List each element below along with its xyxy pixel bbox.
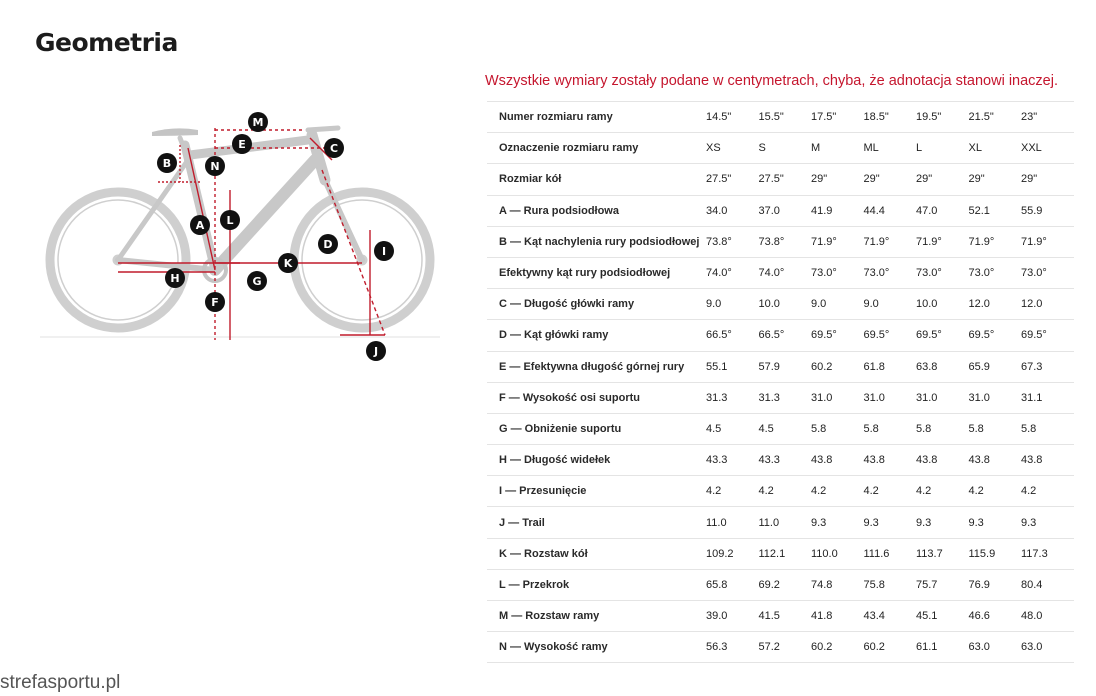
table-cell: 29" <box>916 164 969 195</box>
table-row <box>487 476 1074 507</box>
table-cell: 29" <box>864 164 917 195</box>
table-row <box>487 351 1074 382</box>
table-cell: 80.4 <box>1021 569 1074 600</box>
badge-j <box>366 341 386 361</box>
table-cell: 71.9° <box>811 226 864 257</box>
table-cell: 19.5" <box>916 102 969 133</box>
row-label: A — Rura podsiodłowa <box>487 195 706 226</box>
row-label: E — Efektywna długość górnej rury <box>487 351 706 382</box>
row-label: K — Rozstaw kół <box>487 538 706 569</box>
table-cell: 23" <box>1021 102 1074 133</box>
table-cell: 73.8° <box>706 226 759 257</box>
table-cell: 60.2 <box>811 351 864 382</box>
table-cell: 71.9° <box>969 226 1022 257</box>
table-cell: 27.5" <box>759 164 812 195</box>
svg-text:B: B <box>162 157 172 170</box>
table-cell: M <box>811 133 864 164</box>
table-row <box>487 601 1074 632</box>
badge-i <box>374 241 394 261</box>
table-row <box>487 102 1074 133</box>
table-cell: 5.8 <box>864 413 917 444</box>
table-row <box>487 382 1074 413</box>
badge-e <box>232 134 252 154</box>
table-cell: 43.8 <box>864 445 917 476</box>
table-cell: 73.0° <box>1021 257 1074 288</box>
table-cell: XXL <box>1021 133 1074 164</box>
table-cell: 9.0 <box>706 289 759 320</box>
badge-l <box>220 210 240 230</box>
table-cell: 65.8 <box>706 569 759 600</box>
table-cell: 9.0 <box>811 289 864 320</box>
table-cell: 112.1 <box>759 538 812 569</box>
row-label: G — Obniżenie suportu <box>487 413 706 444</box>
units-note: Wszystkie wymiary zostały podane w centymetrach, chyba, że adnotacja stanowi inaczej. <box>485 73 1058 89</box>
table-cell: 57.9 <box>759 351 812 382</box>
table-cell: 48.0 <box>1021 601 1074 632</box>
row-label: B — Kąt nachylenia rury podsiodłowej <box>487 226 706 257</box>
svg-text:G: G <box>252 275 262 288</box>
table-cell: ML <box>864 133 917 164</box>
table-cell: 4.2 <box>811 476 864 507</box>
badge-k <box>278 253 298 273</box>
table-cell: 74.0° <box>759 257 812 288</box>
table-cell: 43.8 <box>1021 445 1074 476</box>
table-cell: 73.0° <box>811 257 864 288</box>
table-cell: 29" <box>811 164 864 195</box>
badge-h <box>165 268 185 288</box>
svg-text:N: N <box>210 160 220 173</box>
table-cell: 75.7 <box>916 569 969 600</box>
table-cell: 52.1 <box>969 195 1022 226</box>
table-cell: 60.2 <box>811 632 864 663</box>
table-cell: 4.2 <box>864 476 917 507</box>
page-title: Geometria <box>35 28 178 57</box>
row-label: D — Kąt główki ramy <box>487 320 706 351</box>
table-cell: 4.5 <box>706 413 759 444</box>
table-cell: 63.0 <box>969 632 1022 663</box>
table-cell: 67.3 <box>1021 351 1074 382</box>
table-cell: 4.2 <box>706 476 759 507</box>
table-cell: L <box>916 133 969 164</box>
table-cell: S <box>759 133 812 164</box>
svg-text:K: K <box>283 257 293 270</box>
table-cell: 34.0 <box>706 195 759 226</box>
table-cell: 69.5° <box>1021 320 1074 351</box>
row-label: M — Rozstaw ramy <box>487 601 706 632</box>
table-cell: 4.5 <box>759 413 812 444</box>
table-cell: 117.3 <box>1021 538 1074 569</box>
table-cell: 56.3 <box>706 632 759 663</box>
table-row <box>487 445 1074 476</box>
table-row <box>487 133 1074 164</box>
svg-text:J: J <box>373 345 379 358</box>
row-label: F — Wysokość osi suportu <box>487 382 706 413</box>
table-cell: 9.3 <box>916 507 969 538</box>
table-cell: 31.0 <box>864 382 917 413</box>
table-cell: 21.5" <box>969 102 1022 133</box>
row-label: C — Długość główki ramy <box>487 289 706 320</box>
row-label: Numer rozmiaru ramy <box>487 102 706 133</box>
table-cell: 69.5° <box>864 320 917 351</box>
table-cell: 29" <box>969 164 1022 195</box>
table-cell: 43.3 <box>759 445 812 476</box>
table-cell: 74.0° <box>706 257 759 288</box>
table-cell: 41.9 <box>811 195 864 226</box>
table-cell: 73.8° <box>759 226 812 257</box>
bike-geometry-diagram <box>40 100 460 375</box>
table-cell: 55.1 <box>706 351 759 382</box>
table-cell: 39.0 <box>706 601 759 632</box>
table-cell: 5.8 <box>811 413 864 444</box>
table-cell: 31.0 <box>916 382 969 413</box>
geometry-table <box>487 101 1074 663</box>
table-cell: 43.4 <box>864 601 917 632</box>
table-cell: 75.8 <box>864 569 917 600</box>
table-cell: 41.8 <box>811 601 864 632</box>
table-cell: 11.0 <box>706 507 759 538</box>
badge-f <box>205 292 225 312</box>
table-cell: 43.8 <box>969 445 1022 476</box>
svg-text:E: E <box>238 138 246 151</box>
table-cell: 4.2 <box>759 476 812 507</box>
table-cell: 111.6 <box>864 538 917 569</box>
table-cell: 66.5° <box>706 320 759 351</box>
table-cell: 73.0° <box>864 257 917 288</box>
table-cell: 71.9° <box>864 226 917 257</box>
table-cell: 57.2 <box>759 632 812 663</box>
table-cell: 71.9° <box>916 226 969 257</box>
table-cell: 60.2 <box>864 632 917 663</box>
table-cell: 109.2 <box>706 538 759 569</box>
table-cell: 43.8 <box>916 445 969 476</box>
table-cell: 65.9 <box>969 351 1022 382</box>
svg-text:F: F <box>211 296 219 309</box>
table-row <box>487 569 1074 600</box>
table-cell: 10.0 <box>916 289 969 320</box>
table-cell: 5.8 <box>1021 413 1074 444</box>
svg-text:D: D <box>323 238 333 251</box>
table-cell: 73.0° <box>916 257 969 288</box>
table-cell: 31.3 <box>759 382 812 413</box>
table-row <box>487 226 1074 257</box>
table-cell: 55.9 <box>1021 195 1074 226</box>
table-cell: 5.8 <box>969 413 1022 444</box>
table-cell: 37.0 <box>759 195 812 226</box>
table-cell: 71.9° <box>1021 226 1074 257</box>
table-cell: XS <box>706 133 759 164</box>
table-cell: 9.3 <box>811 507 864 538</box>
table-cell: 76.9 <box>969 569 1022 600</box>
table-cell: 61.8 <box>864 351 917 382</box>
table-row <box>487 538 1074 569</box>
table-cell: 43.8 <box>811 445 864 476</box>
table-cell: 69.5° <box>811 320 864 351</box>
table-row <box>487 164 1074 195</box>
table-cell: 18.5" <box>864 102 917 133</box>
table-cell: 73.0° <box>969 257 1022 288</box>
table-cell: 45.1 <box>916 601 969 632</box>
table-cell: 41.5 <box>759 601 812 632</box>
table-cell: 17.5" <box>811 102 864 133</box>
svg-text:I: I <box>381 245 387 258</box>
table-row <box>487 257 1074 288</box>
row-label: Efektywny kąt rury podsiodłowej <box>487 257 706 288</box>
svg-text:A: A <box>195 219 205 232</box>
table-cell: 69.5° <box>969 320 1022 351</box>
table-cell: 31.0 <box>969 382 1022 413</box>
table-cell: 46.6 <box>969 601 1022 632</box>
table-cell: 12.0 <box>1021 289 1074 320</box>
table-cell: 10.0 <box>759 289 812 320</box>
badge-d <box>318 234 338 254</box>
svg-text:M: M <box>252 116 264 129</box>
table-cell: 69.5° <box>916 320 969 351</box>
table-cell: 63.0 <box>1021 632 1074 663</box>
table-cell: 69.2 <box>759 569 812 600</box>
table-cell: 61.1 <box>916 632 969 663</box>
row-label: N — Wysokość ramy <box>487 632 706 663</box>
table-row <box>487 413 1074 444</box>
table-cell: 31.1 <box>1021 382 1074 413</box>
table-cell: 29" <box>1021 164 1074 195</box>
table-cell: 12.0 <box>969 289 1022 320</box>
table-cell: 27.5" <box>706 164 759 195</box>
table-cell: 9.3 <box>1021 507 1074 538</box>
row-label: Rozmiar kół <box>487 164 706 195</box>
table-row <box>487 195 1074 226</box>
table-cell: 44.4 <box>864 195 917 226</box>
badge-b <box>157 153 177 173</box>
table-cell: 4.2 <box>969 476 1022 507</box>
table-cell: 15.5" <box>759 102 812 133</box>
badge-n <box>205 156 225 176</box>
table-cell: 31.0 <box>811 382 864 413</box>
table-cell: 9.3 <box>864 507 917 538</box>
svg-text:H: H <box>170 272 180 285</box>
table-cell: 115.9 <box>969 538 1022 569</box>
table-cell: 11.0 <box>759 507 812 538</box>
table-cell: 4.2 <box>1021 476 1074 507</box>
table-cell: 9.0 <box>864 289 917 320</box>
row-label: H — Długość widełek <box>487 445 706 476</box>
row-label: Oznaczenie rozmiaru ramy <box>487 133 706 164</box>
table-cell: XL <box>969 133 1022 164</box>
table-cell: 113.7 <box>916 538 969 569</box>
svg-text:C: C <box>329 142 339 155</box>
table-row <box>487 632 1074 663</box>
table-cell: 5.8 <box>916 413 969 444</box>
table-cell: 110.0 <box>811 538 864 569</box>
table-row <box>487 320 1074 351</box>
watermark: strefasportu.pl <box>0 672 121 693</box>
badge-a <box>190 215 210 235</box>
table-cell: 66.5° <box>759 320 812 351</box>
svg-text:L: L <box>226 214 234 227</box>
badge-g <box>247 271 267 291</box>
table-row <box>487 289 1074 320</box>
table-cell: 4.2 <box>916 476 969 507</box>
badge-c <box>324 138 344 158</box>
table-row <box>487 507 1074 538</box>
row-label: J — Trail <box>487 507 706 538</box>
saddle <box>152 128 198 136</box>
table-cell: 63.8 <box>916 351 969 382</box>
badge-m <box>248 112 268 132</box>
table-cell: 14.5" <box>706 102 759 133</box>
table-cell: 47.0 <box>916 195 969 226</box>
table-cell: 9.3 <box>969 507 1022 538</box>
table-cell: 43.3 <box>706 445 759 476</box>
table-cell: 31.3 <box>706 382 759 413</box>
row-label: L — Przekrok <box>487 569 706 600</box>
table-cell: 74.8 <box>811 569 864 600</box>
row-label: I — Przesunięcie <box>487 476 706 507</box>
